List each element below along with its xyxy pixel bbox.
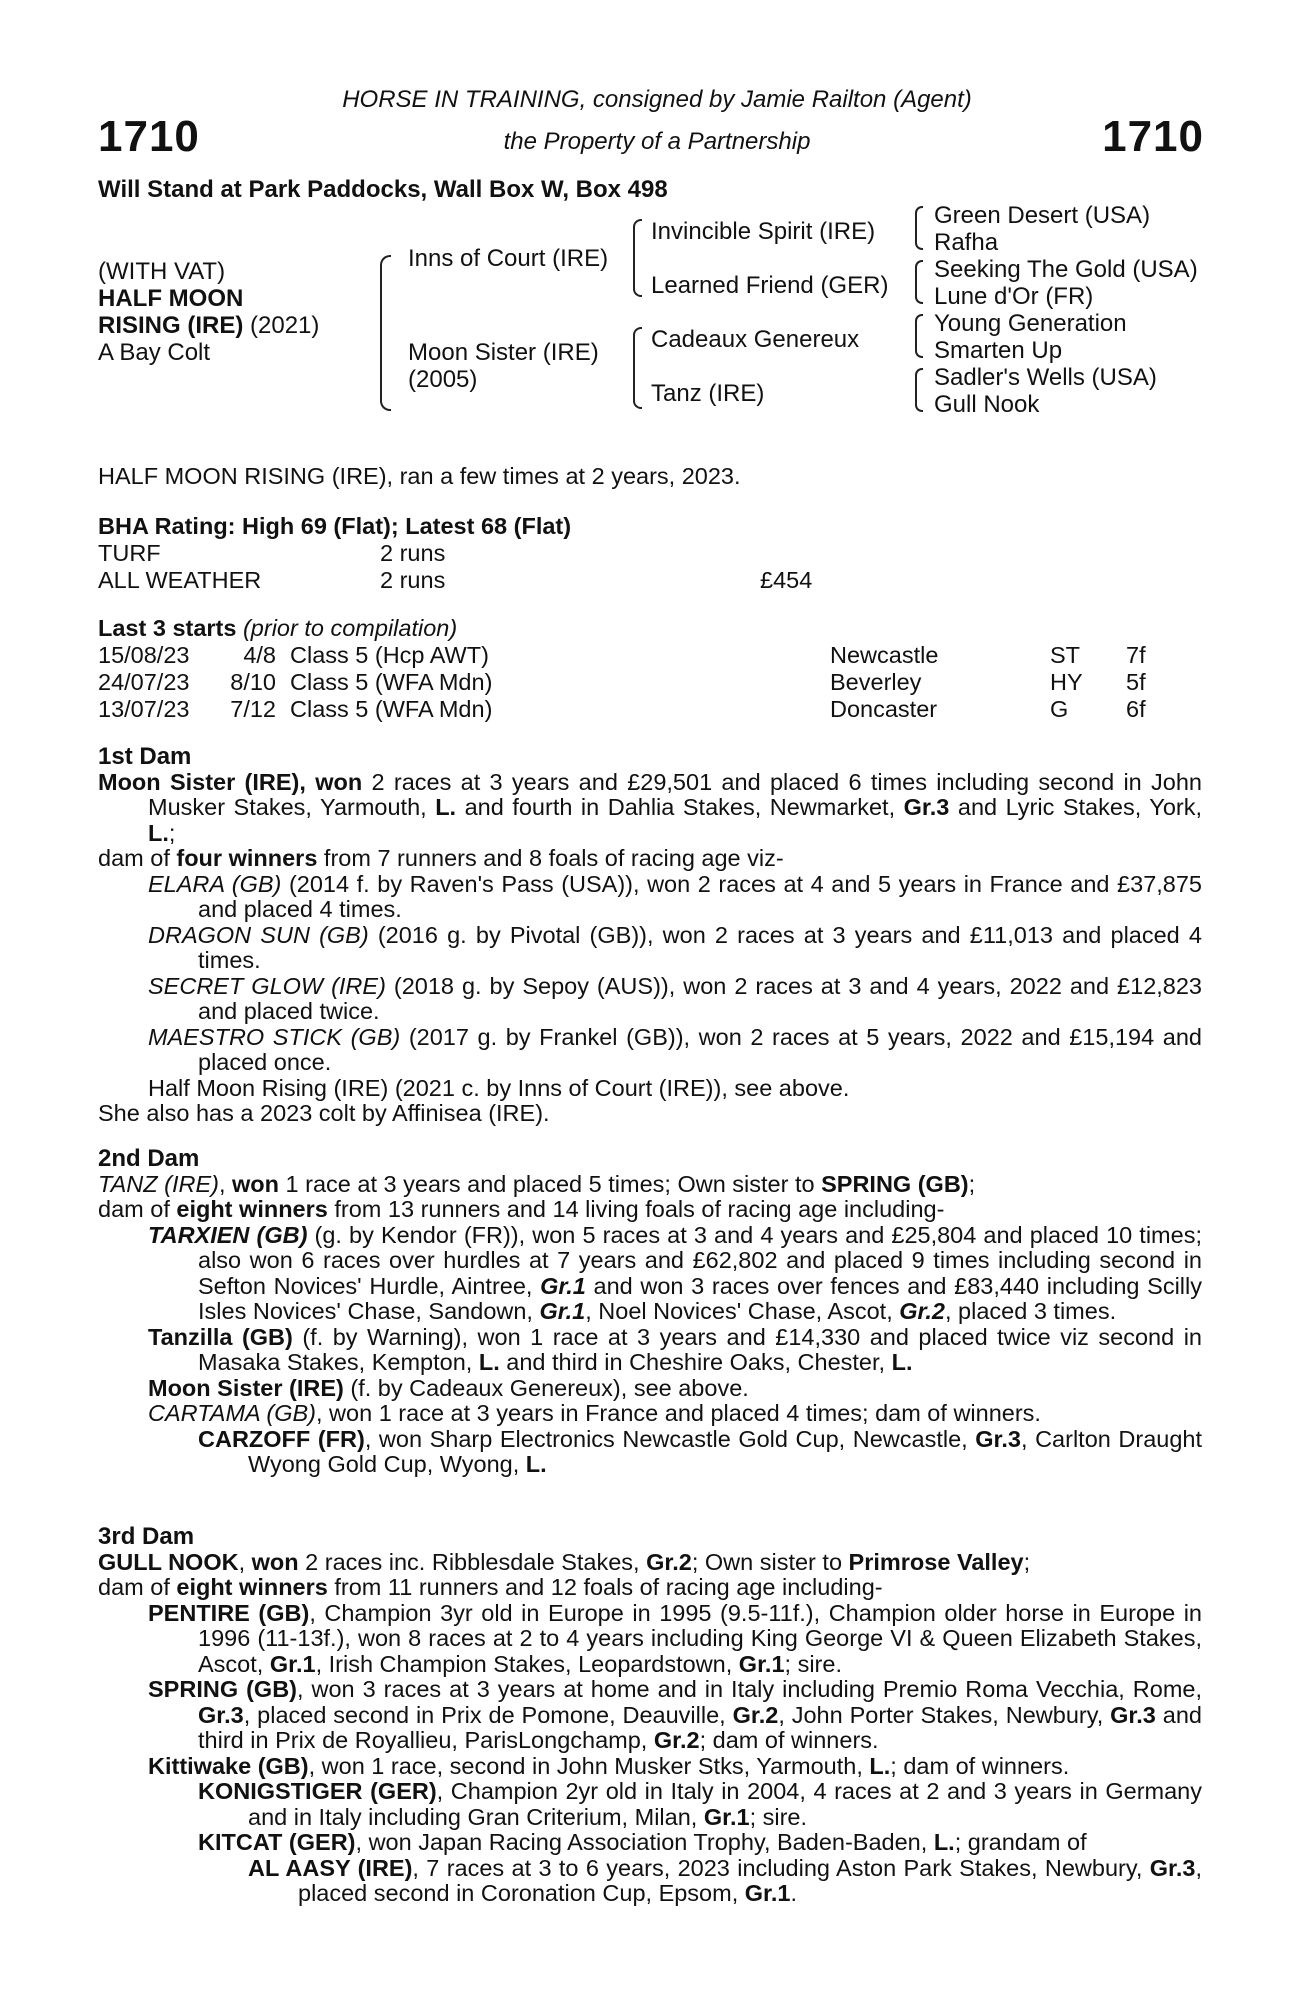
pedigree-sdd: Lune d'Or (FR) <box>934 283 1094 310</box>
horse-name-line2: RISING (IRE) (2021) <box>98 312 320 339</box>
gp-brace-1 <box>915 206 923 250</box>
property-line: the Property of a Partnership <box>503 128 811 155</box>
first-dam-record: Moon Sister (IRE), won 2 races at 3 years and £29,501 and placed 6 times including second in John Musker Stakes, Yarmouth, L. and fourth in Dahlia Stakes, Newmarket, Gr.3 and Lyric Stakes, York, L.; <box>98 768 1202 846</box>
vat-label: (WITH VAT) <box>98 258 226 285</box>
dam-line-brace <box>633 327 642 409</box>
pedigree-sss: Green Desert (USA) <box>934 202 1151 229</box>
sire-dam-brace <box>380 255 391 411</box>
pedigree-dss: Young Generation <box>934 310 1127 337</box>
produce-half-moon-rising: Half Moon Rising (IRE) (2021 c. by Inns of Court (IRE)), see above. <box>148 1074 850 1101</box>
third-dam-heading: 3rd Dam <box>98 1523 195 1550</box>
third-dam-record: GULL NOOK, won 2 races inc. Ribblesdale Stakes, Gr.2; Own sister to Primrose Valley; <box>98 1548 1031 1575</box>
last-starts-heading: Last 3 starts (prior to compilation) <box>98 615 458 641</box>
pedigree-dds: Sadler's Wells (USA) <box>934 364 1157 391</box>
race-summary: HALF MOON RISING (IRE), ran a few times at 2 years, 2023. <box>98 463 741 489</box>
produce-spring: SPRING (GB), won 3 races at 3 years at home and in Italy including Premio Roma Vecchia, Rome, Gr.3, placed second in Prix de Pomone, Deauville, Gr.2, John Porter Stakes, Newbury, Gr.3 and third in Prix de Royallieu, ParisLongchamp, Gr.2; dam of winners. <box>148 1676 1203 1753</box>
pedigree-ssd: Rafha <box>934 229 999 256</box>
lot-number-right: 1710 <box>1102 112 1204 161</box>
last-starts-table <box>98 642 1146 723</box>
produce-maestro-stick: MAESTRO STICK (GB) (2017 g. by Frankel (GB)), won 2 races at 5 years, 2022 and £15,194 and placed once. <box>148 1023 1202 1075</box>
first-dam-produce-intro: dam of four winners from 7 runners and 8 foals of racing age viz- <box>98 845 784 871</box>
pedigree-dam-dam: Tanz (IRE) <box>651 380 765 407</box>
stand-location: Will Stand at Park Paddocks, Wall Box W, Box 498 <box>98 176 668 203</box>
pedigree-dam-year: (2005) <box>408 366 478 393</box>
produce-moon-sister: Moon Sister (IRE) (f. by Cadeaux Genereux), see above. <box>148 1374 749 1401</box>
produce-kittiwake: Kittiwake (GB), won 1 race, second in John Musker Stks, Yarmouth, L.; dam of winners. <box>148 1752 1070 1779</box>
second-dam-section <box>98 1146 1202 1478</box>
pedigree-dam-sire: Cadeaux Genereux <box>651 326 860 353</box>
second-dam-heading: 2nd Dam <box>98 1145 200 1172</box>
consignor-line: HORSE IN TRAINING, consigned by Jamie Railton (Agent) <box>342 86 972 113</box>
produce-carzoff: CARZOFF (FR), won Sharp Electronics Newcastle Gold Cup, Newcastle, Gr.3, Carlton Draught Wyong Gold Cup, Wyong, L. <box>198 1425 1203 1477</box>
produce-secret-glow: SECRET GLOW (IRE) (2018 g. by Sepoy (AUS)), won 2 races at 3 and 4 years, 2022 and £12,823 and placed twice. <box>148 972 1202 1024</box>
second-dam-produce-intro: dam of eight winners from 13 runners and 14 living foals of racing age including- <box>98 1196 945 1222</box>
produce-dragon-sun: DRAGON SUN (GB) (2016 g. by Pivotal (GB)), won 2 races at 3 years and £11,013 and placed 4 times. <box>148 921 1202 973</box>
pedigree-sire: Inns of Court (IRE) <box>408 245 609 272</box>
start-row: 13/07/23 7/12 Class 5 (WFA Mdn) Doncaster G 6f <box>98 696 1146 722</box>
race-record <box>98 540 812 594</box>
produce-2023-colt: She also has a 2023 colt by Affinisea (IRE). <box>98 1100 550 1126</box>
horse-name-line1: HALF MOON <box>98 285 244 312</box>
first-dam-section <box>98 744 1202 1127</box>
produce-pentire: PENTIRE (GB), Champion 3yr old in Europe in 1995 (9.5-11f.), Champion older horse in Europe in 1996 (11-13f.), won 8 races at 2 to 4 years including King George VI & Queen Elizabeth Stakes, Ascot, Gr.1, Irish Champion Stakes, Leopardstown, Gr.1; sire. <box>148 1599 1202 1677</box>
lot-number-left: 1710 <box>98 112 200 161</box>
start-row: 15/08/23 4/8 Class 5 (Hcp AWT) Newcastle ST 7f <box>98 642 1146 668</box>
gp-brace-3 <box>915 314 923 358</box>
record-row: TURF 2 runs <box>98 540 446 566</box>
start-row: 24/07/23 8/10 Class 5 (WFA Mdn) Beverley HY 5f <box>98 669 1146 695</box>
produce-tarxien: TARXIEN (GB) (g. by Kendor (FR)), won 5 races at 3 and 4 years and £25,804 and placed 10 times; also won 6 races over hurdles at 7 years and £62,802 and placed 9 times including second in Sefton Novices' Hurdle, Aintree, Gr.1 and won 3 races over fences and £83,440 including Scilly Isles Novices' Chase, Sandown, Gr.1, Noel Novices' Chase, Ascot, Gr.2, placed 3 times. <box>148 1221 1202 1324</box>
first-dam-heading: 1st Dam <box>98 743 192 770</box>
third-dam-section <box>98 1524 1202 1907</box>
produce-al-aasy: AL AASY (IRE), 7 races at 3 to 6 years, 2023 including Aston Park Stakes, Newbury, Gr.3, placed second in Coronation Cup, Epsom, Gr.1. <box>248 1854 1202 1906</box>
produce-cartama: CARTAMA (GB), won 1 race at 3 years in France and placed 4 times; dam of winners. <box>148 1400 1041 1426</box>
produce-konigstiger: KONIGSTIGER (GER), Champion 2yr old in Italy in 2004, 4 races at 2 and 3 years in Germany and in Italy including Gran Criterium, Milan, Gr.1; sire. <box>198 1778 1202 1830</box>
pedigree-dsd: Smarten Up <box>934 337 1063 364</box>
bha-rating: BHA Rating: High 69 (Flat); Latest 68 (Flat) <box>98 513 572 539</box>
pedigree-dam: Moon Sister (IRE) <box>408 339 599 366</box>
produce-tanzilla: Tanzilla (GB) (f. by Warning), won 1 race at 3 years and £14,330 and placed twice viz second in Masaka Stakes, Kempton, L. and third in Cheshire Oaks, Chester, L. <box>148 1323 1202 1375</box>
pedigree-sds: Seeking The Gold (USA) <box>934 256 1198 283</box>
produce-kitcat: KITCAT (GER), won Japan Racing Association Trophy, Baden-Baden, L.; grandam of <box>198 1829 1087 1855</box>
pedigree-ddd: Gull Nook <box>934 391 1040 418</box>
sire-line-brace <box>633 219 642 297</box>
produce-elara: ELARA (GB) (2014 f. by Raven's Pass (USA)), won 2 races at 4 and 5 years in France and £37,875 and placed 4 times. <box>148 870 1202 922</box>
gp-brace-2 <box>915 260 923 304</box>
horse-description: A Bay Colt <box>98 339 211 366</box>
record-row: ALL WEATHER 2 runs £454 <box>98 567 813 593</box>
third-dam-produce-intro: dam of eight winners from 11 runners and 12 foals of racing age including- <box>98 1574 883 1600</box>
pedigree-sire-sire: Invincible Spirit (IRE) <box>651 218 876 245</box>
second-dam-record: TANZ (IRE), won 1 race at 3 years and placed 5 times; Own sister to SPRING (GB); <box>98 1170 976 1197</box>
pedigree-sire-dam: Learned Friend (GER) <box>651 272 889 299</box>
gp-brace-4 <box>915 368 923 412</box>
